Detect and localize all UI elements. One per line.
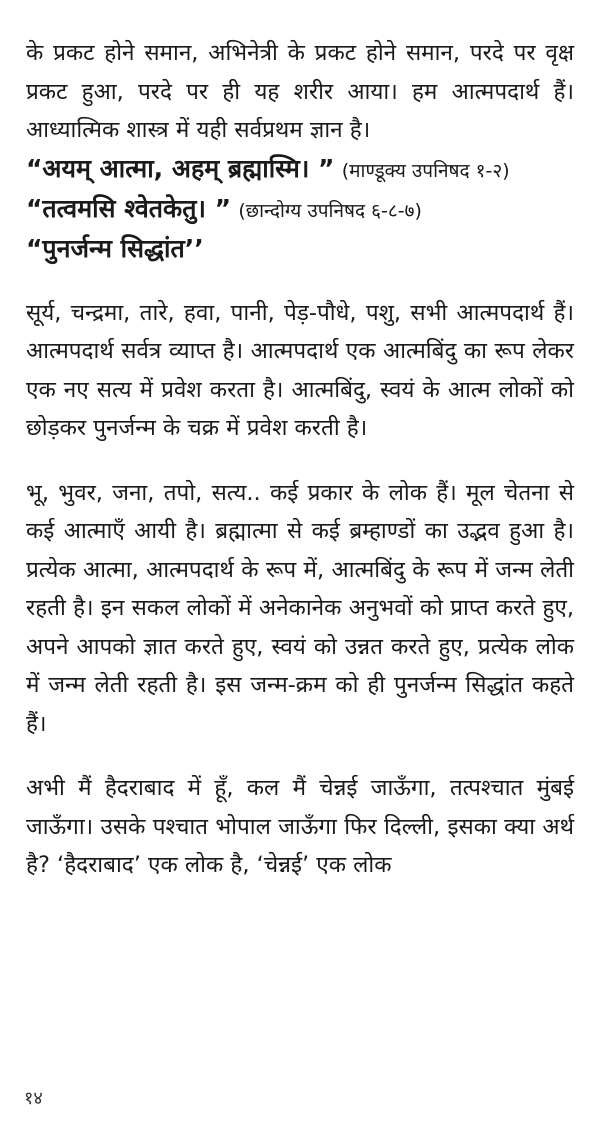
quote-2-source: (छान्दोग्य उपनिषद ६-८-७) [238, 199, 422, 222]
quote-1-source: (माण्डूक्य उपनिषद १-२) [341, 159, 510, 182]
upanishad-quote-2 [26, 190, 574, 230]
page-content [26, 34, 574, 885]
paragraph-4: अभी मैं हैदराबाद में हूँ, कल मैं चेन्नई जाऊँगा, तत्पश्चात मुंबई जाऊँगा। उसके पश्चात भोपाल जाऊँगा फिर दिल्ली, इसका क्या अर्थ है? ‘हैदराबाद’ एक लोक है, ‘चेन्नई’ एक लोक [26, 775, 574, 878]
paragraph-3: भू, भुवर, जना, तपो, सत्य.. कई प्रकार के लोक हैं। मूल चेतना से कई आत्माएँ आयी है। ब्रह्मात्मा से कई ब्रम्हाण्डों का उद्भव हुआ है। प्रत्येक आत्मा, आत्मपदार्थ के रूप में, आत्मबिंदु के रूप में जन्म लेती रहती है। इन सकल लोकों में अनेकानेक अनुभवों को प्राप्त करते हुए, अपने आपको ज्ञात करते हुए, स्वयं को उन्नत करते हुए, प्रत्येक लोक में जन्म लेती रहती है। इस जन्म-क्रम को ही पुनर्जन्म सिद्धांत कहते हैं। [26, 479, 574, 737]
paragraph-2: सूर्य, चन्द्रमा, तारे, हवा, पानी, पेड़-पौधे, पशु, सभी आत्मपदार्थ हैं। आत्मपदार्थ सर्वत्र व्याप्त है। आत्मपदार्थ एक आत्मबिंदु का रूप लेकर एक नए सत्य में प्रवेश करता है। आत्मबिंदु, स्वयं के आत्म लोकों को छोड़कर पुनर्जन्म के चक्र में प्रवेश करती है। [26, 299, 574, 441]
quote-1-text: “अयम् आत्मा, अहम् ब्रह्मास्मि। ” [26, 153, 335, 183]
page-number: १४ [24, 1088, 43, 1109]
upanishad-quote-1 [26, 150, 574, 190]
quote-2-text: “तत्वमसि श्वेतकेतु। ” [26, 193, 232, 223]
intro-paragraph: के प्रकट होने समान, अभिनेत्री के प्रकट होने समान, परदे पर वृक्ष प्रकट हुआ, परदे पर ही यह शरीर आया। हम आत्मपदार्थ हैं। आध्यात्मिक शास्त्र में यही सर्वप्रथम ज्ञान है। [26, 40, 574, 143]
section-heading: “पुनर्जन्म सिद्धांत’’ [26, 233, 204, 263]
